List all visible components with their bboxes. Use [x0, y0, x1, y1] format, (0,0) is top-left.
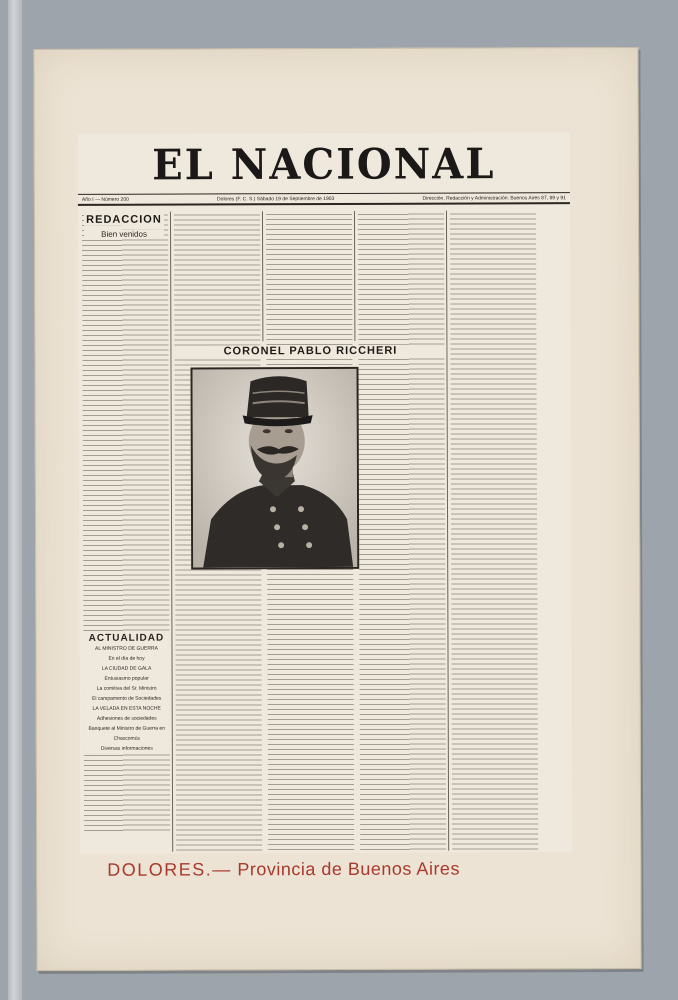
newspaper-dateline — [78, 192, 570, 206]
column-rule — [170, 212, 173, 852]
dateline-left: Año I — Número 200 — [81, 196, 129, 203]
actualidad-item: LA CIUDAD DE GALA — [101, 665, 152, 672]
officer-portrait-illustration — [193, 369, 358, 568]
text-column-5 — [450, 210, 538, 850]
column-rule — [446, 211, 449, 851]
actualidad-item: LA VELADA EN ESTA NOCHE — [92, 705, 161, 712]
text-column-4 — [358, 211, 446, 851]
actualidad-item: El campamento de Sociedades — [92, 695, 162, 702]
portrait-caption: CORONEL PABLO RICCHERI — [174, 345, 446, 358]
actualidad-item: Diversas informaciones — [100, 745, 153, 752]
column-rule — [262, 211, 263, 341]
postcard-caption — [107, 858, 557, 881]
actualidad-item: En el día de hoy — [108, 655, 145, 662]
caption-province: Provincia de Buenos Aires — [237, 858, 460, 880]
actualidad-item: La comitiva del Sr. Ministro — [96, 685, 157, 692]
actualidad-item: AL MINISTRO DE GUERRA — [95, 645, 158, 652]
actualidad-column — [83, 634, 169, 754]
newspaper-page — [78, 132, 573, 854]
column-rule — [354, 211, 355, 341]
section-subheading: Bien venidos — [84, 230, 164, 239]
actualidad-item: Entusiasmo popular — [104, 675, 149, 682]
sleeve-edge — [8, 0, 22, 1000]
actualidad-heading: ACTUALIDAD — [88, 632, 165, 644]
section-heading: REDACCION — [84, 214, 164, 226]
dateline-center: Dolores (F. C. S.) Sábado 19 de Septiembre de 1903 — [217, 195, 335, 202]
dateline-right: Dirección, Redacción y Administración: Buenos Aires 87, 89 y 91 — [422, 194, 566, 202]
newspaper-masthead: EL NACIONAL — [152, 139, 496, 190]
caption-place: DOLORES.— — [107, 859, 232, 880]
postcard — [33, 47, 641, 971]
actualidad-item: Adhesiones de sociedades — [96, 715, 157, 722]
actualidad-item: Banquete al Ministro de Guerra en Chascomús — [88, 725, 165, 742]
portrait-photo — [191, 367, 360, 570]
